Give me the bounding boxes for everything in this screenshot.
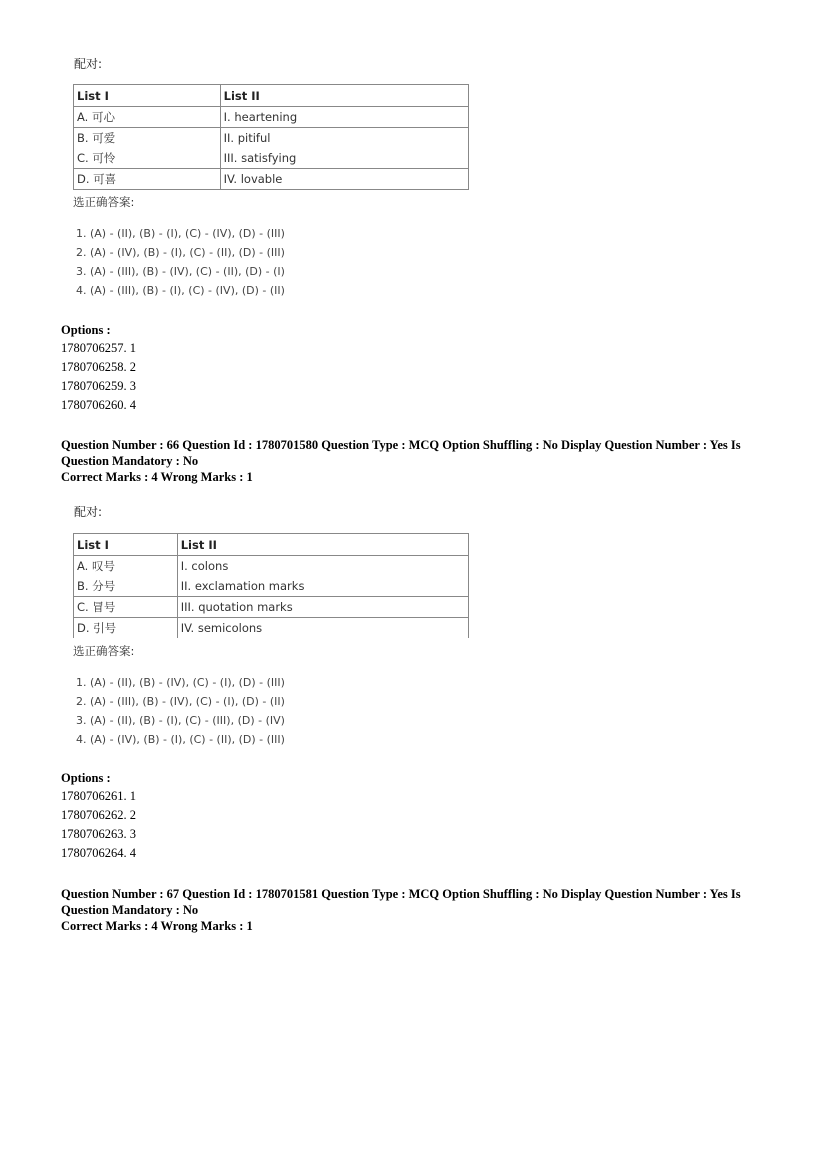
option-item: 1780706259. 3 — [61, 379, 136, 393]
answer-choice: 4. (A) - (III), (B) - (I), (C) - (IV), (D) - (II) — [76, 284, 285, 297]
match-table — [73, 84, 469, 190]
list-1-cell: B. 可爱 — [74, 128, 221, 149]
question-marks-line: Correct Marks : 4 Wrong Marks : 1 — [61, 470, 253, 484]
question-67-meta — [61, 887, 761, 935]
answer-choice: 3. (A) - (II), (B) - (I), (C) - (III), (D) - (IV) — [76, 714, 285, 727]
table-row — [74, 148, 469, 169]
match-table — [73, 533, 469, 638]
column-header-list-2: List II — [177, 534, 468, 556]
option-item: 1780706258. 2 — [61, 360, 136, 374]
table-row — [74, 107, 469, 128]
list-2-cell: II. pitiful — [220, 128, 468, 149]
list-2-cell: I. heartening — [220, 107, 468, 128]
list-2-cell: IV. semicolons — [177, 618, 468, 639]
list-1-cell: A. 叹号 — [74, 556, 178, 577]
options-list — [61, 339, 136, 415]
option-item: 1780706263. 3 — [61, 827, 136, 841]
list-2-cell: II. exclamation marks — [177, 576, 468, 597]
answer-prompt: 选正确答案: — [73, 195, 135, 209]
table-row — [74, 618, 469, 639]
column-header-list-1: List I — [74, 534, 178, 556]
table-row — [74, 169, 469, 190]
match-instruction: 配对: — [74, 57, 103, 71]
question-meta-line: Question Number : 66 Question Id : 1780701580 Question Type : MCQ Option Shuffling : No Display Question Number : Yes Is — [61, 438, 741, 452]
list-1-cell: A. 可心 — [74, 107, 221, 128]
options-heading: Options : — [61, 323, 111, 337]
list-1-cell: D. 可喜 — [74, 169, 221, 190]
answer-choice: 1. (A) - (II), (B) - (IV), (C) - (I), (D) - (III) — [76, 676, 285, 689]
answer-choice: 3. (A) - (III), (B) - (IV), (C) - (II), (D) - (I) — [76, 265, 285, 278]
match-instruction: 配对: — [74, 505, 103, 519]
answer-choice: 2. (A) - (III), (B) - (IV), (C) - (I), (D) - (II) — [76, 695, 285, 708]
options-list — [61, 787, 136, 863]
list-1-cell: C. 冒号 — [74, 597, 178, 618]
table-row — [74, 556, 469, 577]
list-1-cell: B. 分号 — [74, 576, 178, 597]
table-header-row — [74, 85, 469, 107]
question-meta-line: Question Mandatory : No — [61, 453, 199, 468]
answer-choice: 2. (A) - (IV), (B) - (I), (C) - (II), (D) - (III) — [76, 246, 285, 259]
table-row — [74, 576, 469, 597]
table-row — [74, 128, 469, 149]
option-item: 1780706257. 1 — [61, 341, 136, 355]
table-header-row — [74, 534, 469, 556]
question-marks-line: Correct Marks : 4 Wrong Marks : 1 — [61, 919, 253, 933]
list-2-cell: IV. lovable — [220, 169, 468, 190]
option-item: 1780706260. 4 — [61, 398, 136, 412]
list-1-cell: D. 引号 — [74, 618, 178, 639]
answer-prompt: 选正确答案: — [73, 644, 135, 658]
answer-choice: 1. (A) - (II), (B) - (I), (C) - (IV), (D) - (III) — [76, 227, 285, 240]
answer-choice: 4. (A) - (IV), (B) - (I), (C) - (II), (D) - (III) — [76, 733, 285, 746]
column-header-list-1: List I — [74, 85, 221, 107]
list-1-cell: C. 可怜 — [74, 148, 221, 169]
question-meta-line: Question Number : 67 Question Id : 1780701581 Question Type : MCQ Option Shuffling : No Display Question Number : Yes Is — [61, 887, 741, 901]
options-heading: Options : — [61, 771, 111, 785]
answer-choice-list — [76, 673, 285, 749]
option-item: 1780706262. 2 — [61, 808, 136, 822]
option-item: 1780706264. 4 — [61, 846, 136, 860]
question-meta-line: Question Mandatory : No — [61, 902, 199, 917]
list-2-cell: I. colons — [177, 556, 468, 577]
answer-choice-list — [76, 224, 285, 300]
question-66-meta — [61, 438, 761, 486]
list-2-cell: III. satisfying — [220, 148, 468, 169]
column-header-list-2: List II — [220, 85, 468, 107]
list-2-cell: III. quotation marks — [177, 597, 468, 618]
option-item: 1780706261. 1 — [61, 789, 136, 803]
table-row — [74, 597, 469, 618]
